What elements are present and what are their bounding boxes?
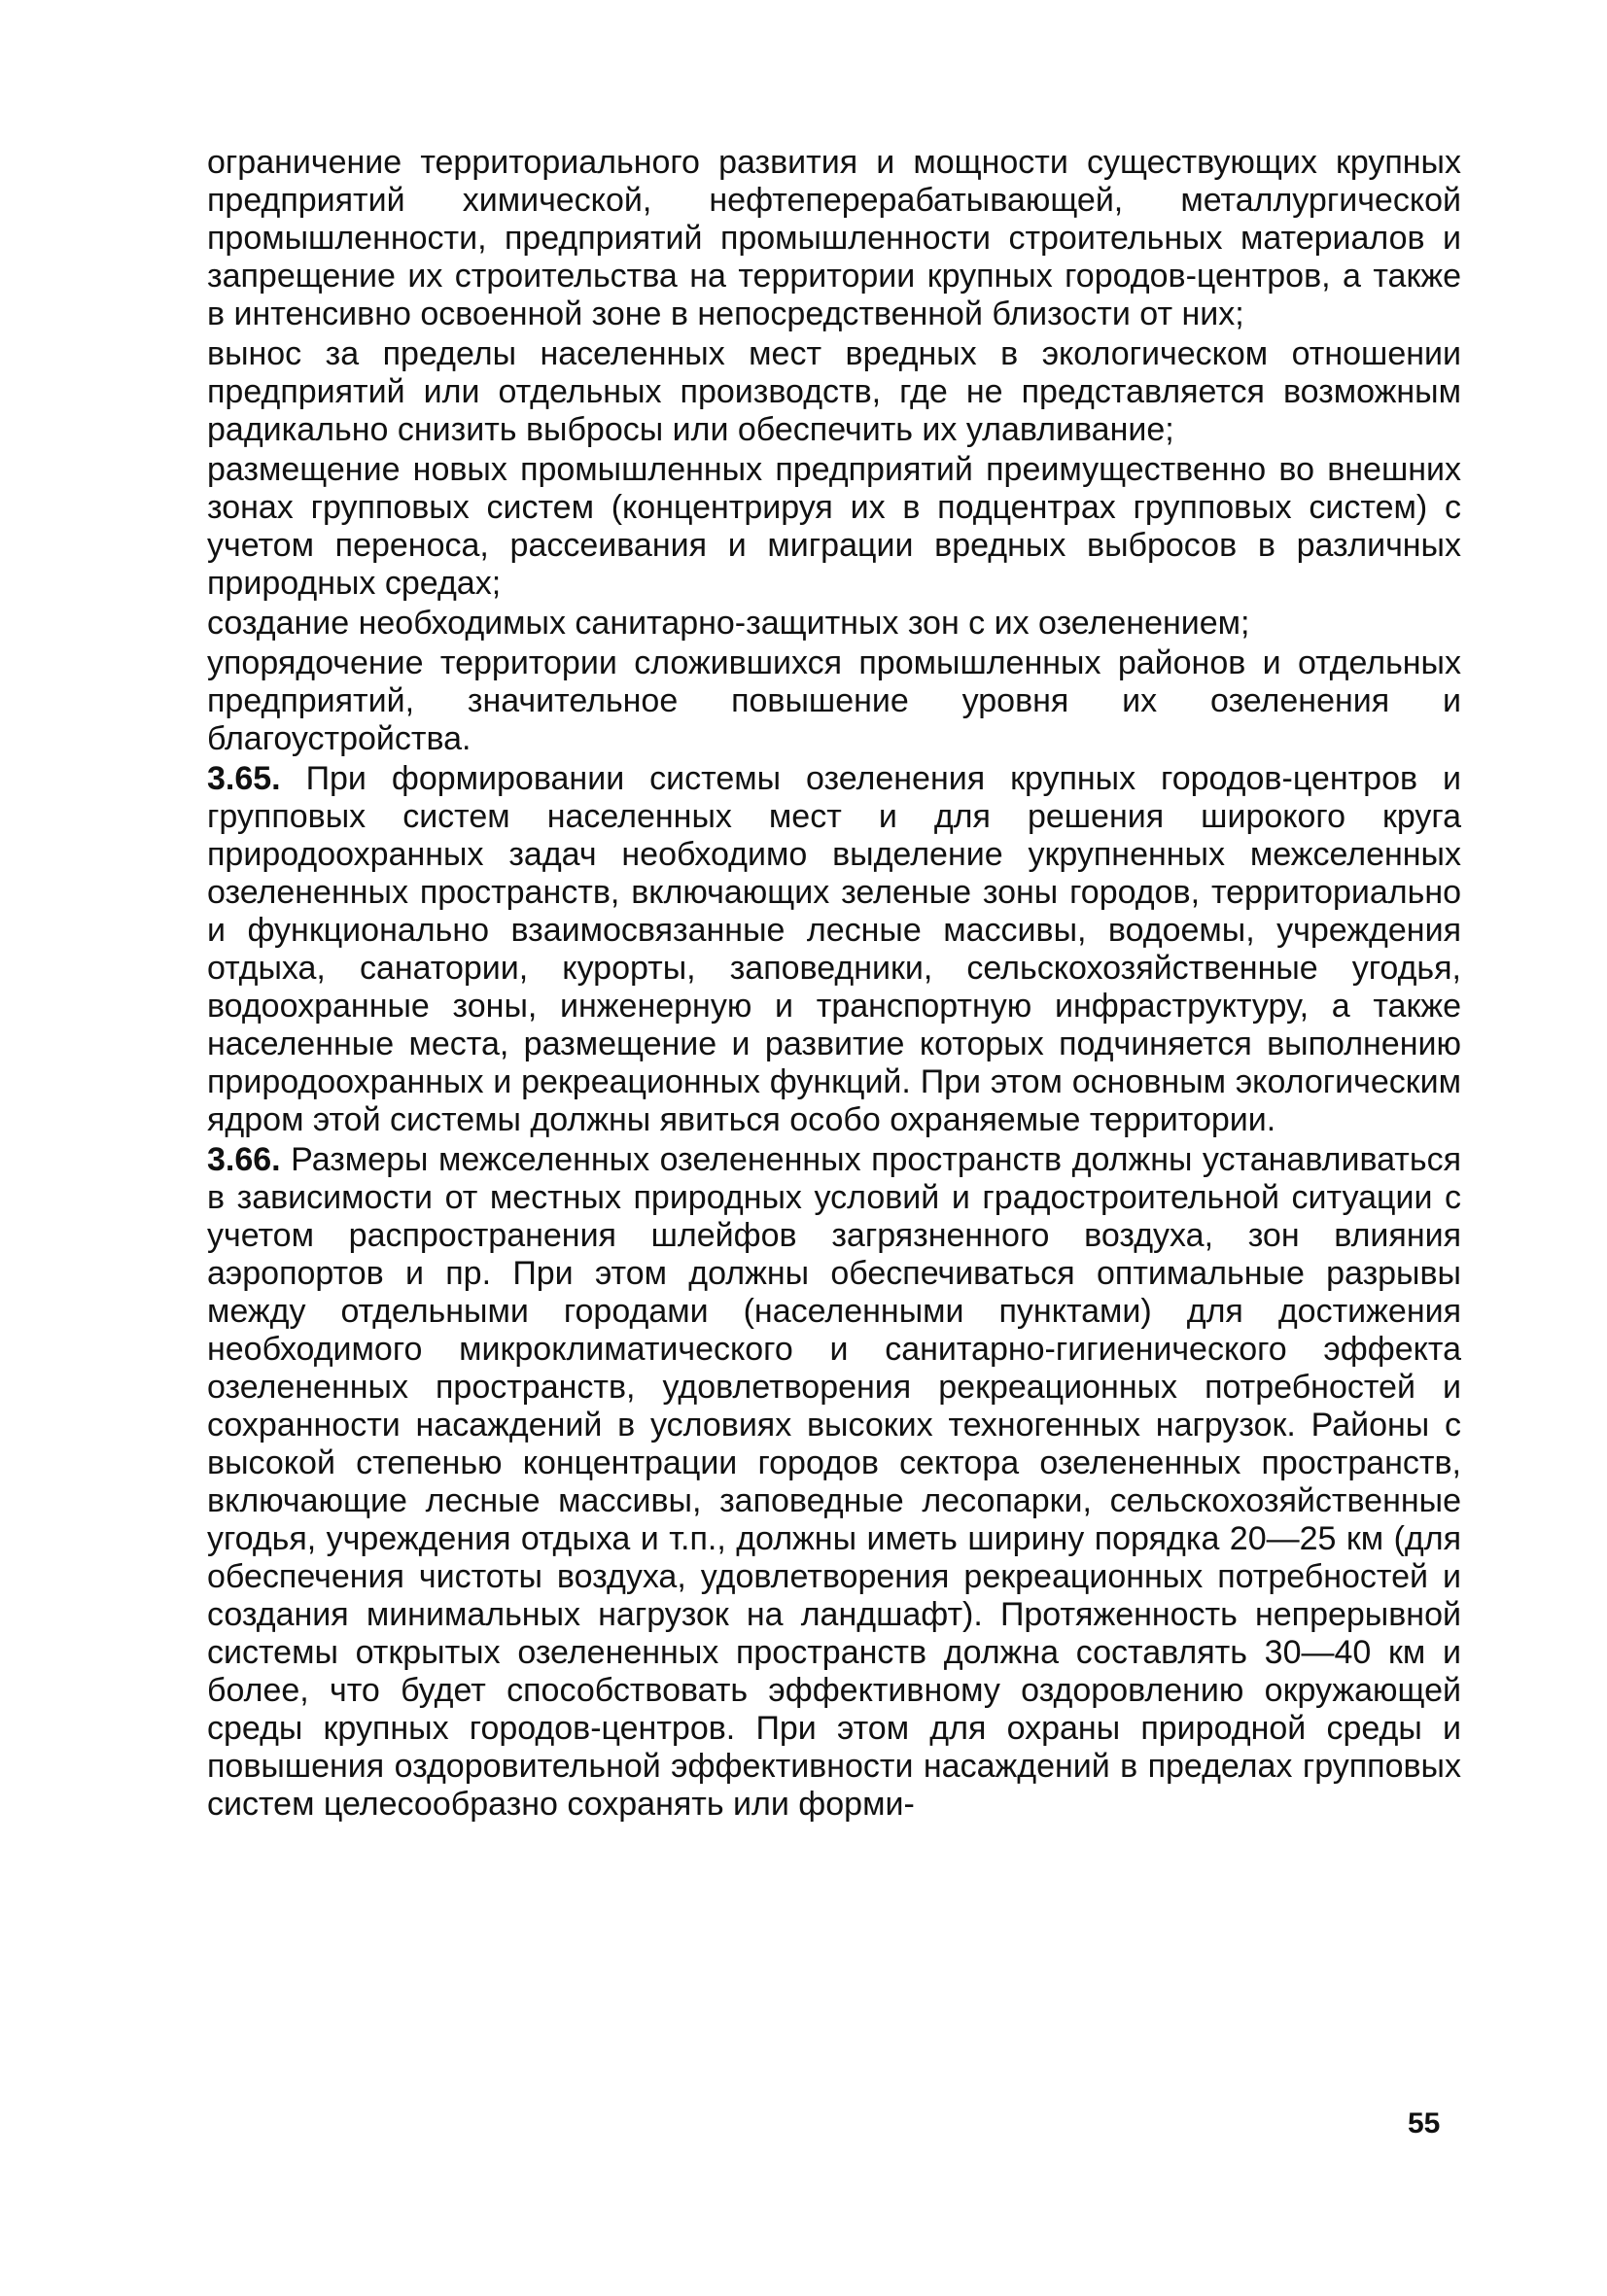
section-3-65 [207, 760, 1461, 1139]
document-page [207, 144, 1461, 2137]
section-text: При формировании системы озеленения крупных городов-центров и групповых систем населенных мест и для решения широкого круга природоохранных задач необходимо выделение укрупненных межселенных озелененных пространств, включающих зеленые зоны городов, территориально и функционально взаимосвязанные лесные массивы, водоемы, учреждения отдыха, санатории, курорты, заповедники, сельскохозяйственные угодья, водоохранные зоны, инженерную и транспортную инфраструктуру, а также населенные места, размещение и развитие которых подчиняется выполнению природоохранных и рекреационных функций. При этом основным экологическим ядром этой системы должны явиться особо охраняемые территории. [207, 760, 1461, 1138]
section-number: 3.65. [207, 760, 281, 797]
list-paragraph-4: создание необходимых санитарно-защитных зон с их озеленением; [207, 605, 1250, 642]
section-3-66 [207, 1141, 1461, 1824]
list-paragraph-5: упорядочение территории сложившихся промышленных районов и отдельных предприятий, значительное повышение уровня их озеленения и благоустройства. [207, 644, 1461, 757]
section-text: Размеры межселенных озелененных пространств должны устанавливаться в зависимости от местных природных условий и градостроительной ситуации с учетом распространения шлейфов загрязненного воздуха, зон влияния аэропортов и пр. При этом должны обеспечиваться оптимальные разрывы между отдельными городами (населенными пунктами) для достижения необходимого микроклиматического и санитарно-гигиенического эффекта озелененных пространств, удовлетворения рекреационных потребностей и сохранности насаждений в условиях высоких техногенных нагрузок. Районы с высокой степенью концентрации городов сектора озелененных пространств, включающие лесные массивы, заповедные лесопарки, сельскохозяйственные угодья, учреждения отдыха и т.п., должны иметь ширину порядка 20—25 км (для обеспечения чистоты воздуха, удовлетворения рекреационных потребностей и создания минимальных нагрузок на ландшафт). Протяженность непрерывной системы открытых озелененных пространств должна составлять 30—40 км и более, что будет способствовать эффективному оздоровлению окружающей среды крупных городов-центров. При этом для охраны природной среды и повышения оздоровительной эффективности насаждений в пределах групповых систем целесообразно сохранять или форми- [207, 1141, 1461, 1823]
list-paragraph-2: вынос за пределы населенных мест вредных в экологическом отношении предприятий или отдельных производств, где не представляется возможным радикально снизить выбросы или обеспечить их улавливание; [207, 335, 1461, 448]
list-paragraph-3: размещение новых промышленных предприятий преимущественно во внешних зонах групповых систем (концентрируя их в подцентрах групповых систем) с учетом переноса, рассеивания и миграции вредных выбросов в различных природных средах; [207, 451, 1461, 602]
section-number: 3.66. [207, 1141, 281, 1178]
list-paragraph-1: ограничение территориального развития и мощности существующих крупных предприятий химической, нефтеперерабатывающей, металлургической промышленности, предприятий промышленности строительных материалов и запрещение их строительства на территории крупных городов-центров, а также в интенсивно освоенной зоне в непосредственной близости от них; [207, 144, 1461, 332]
page-number: 55 [1408, 2107, 1441, 2139]
